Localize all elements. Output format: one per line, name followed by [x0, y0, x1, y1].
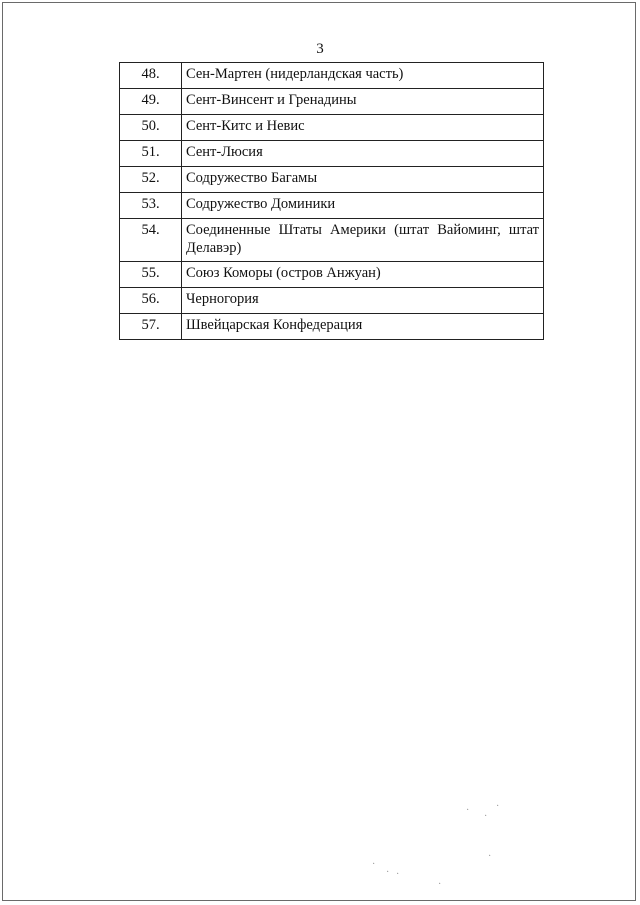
table-row — [120, 219, 544, 262]
table-row — [120, 115, 544, 141]
row-number: 54. — [120, 219, 182, 262]
country-name: Сент-Винсент и Гренадины — [182, 89, 544, 115]
scan-speck: · — [484, 811, 488, 822]
scan-speck: · — [466, 805, 470, 816]
row-number: 50. — [120, 115, 182, 141]
row-number: 51. — [120, 141, 182, 167]
scan-speck: · — [372, 859, 376, 870]
country-name: Сент-Люсия — [182, 141, 544, 167]
scan-speck: · — [386, 867, 390, 878]
table-row — [120, 63, 544, 89]
table-row — [120, 314, 544, 340]
row-number: 53. — [120, 193, 182, 219]
row-number: 56. — [120, 288, 182, 314]
page-number: 3 — [316, 41, 324, 57]
table-row — [120, 288, 544, 314]
row-number: 55. — [120, 262, 182, 288]
table-row — [120, 193, 544, 219]
row-number: 52. — [120, 167, 182, 193]
country-name: Швейцарская Конфедерация — [182, 314, 544, 340]
row-number: 49. — [120, 89, 182, 115]
table-row — [120, 89, 544, 115]
table-row — [120, 167, 544, 193]
country-name: Сен-Мартен (нидерландская часть) — [182, 63, 544, 89]
country-name: Содружество Доминики — [182, 193, 544, 219]
scan-speck: · — [496, 801, 500, 812]
scan-speck: · — [396, 869, 400, 880]
country-name: Соединенные Штаты Америки (штат Вайоминг, штат Делавэр) — [182, 219, 544, 262]
country-name: Сент-Китс и Невис — [182, 115, 544, 141]
scan-speck: · — [438, 879, 442, 890]
table-row — [120, 141, 544, 167]
country-name: Содружество Багамы — [182, 167, 544, 193]
row-number: 57. — [120, 314, 182, 340]
table-row — [120, 262, 544, 288]
scan-speck: · — [488, 851, 492, 862]
country-name: Союз Коморы (остров Анжуан) — [182, 262, 544, 288]
countries-table — [119, 62, 544, 340]
country-name: Черногория — [182, 288, 544, 314]
row-number: 48. — [120, 63, 182, 89]
